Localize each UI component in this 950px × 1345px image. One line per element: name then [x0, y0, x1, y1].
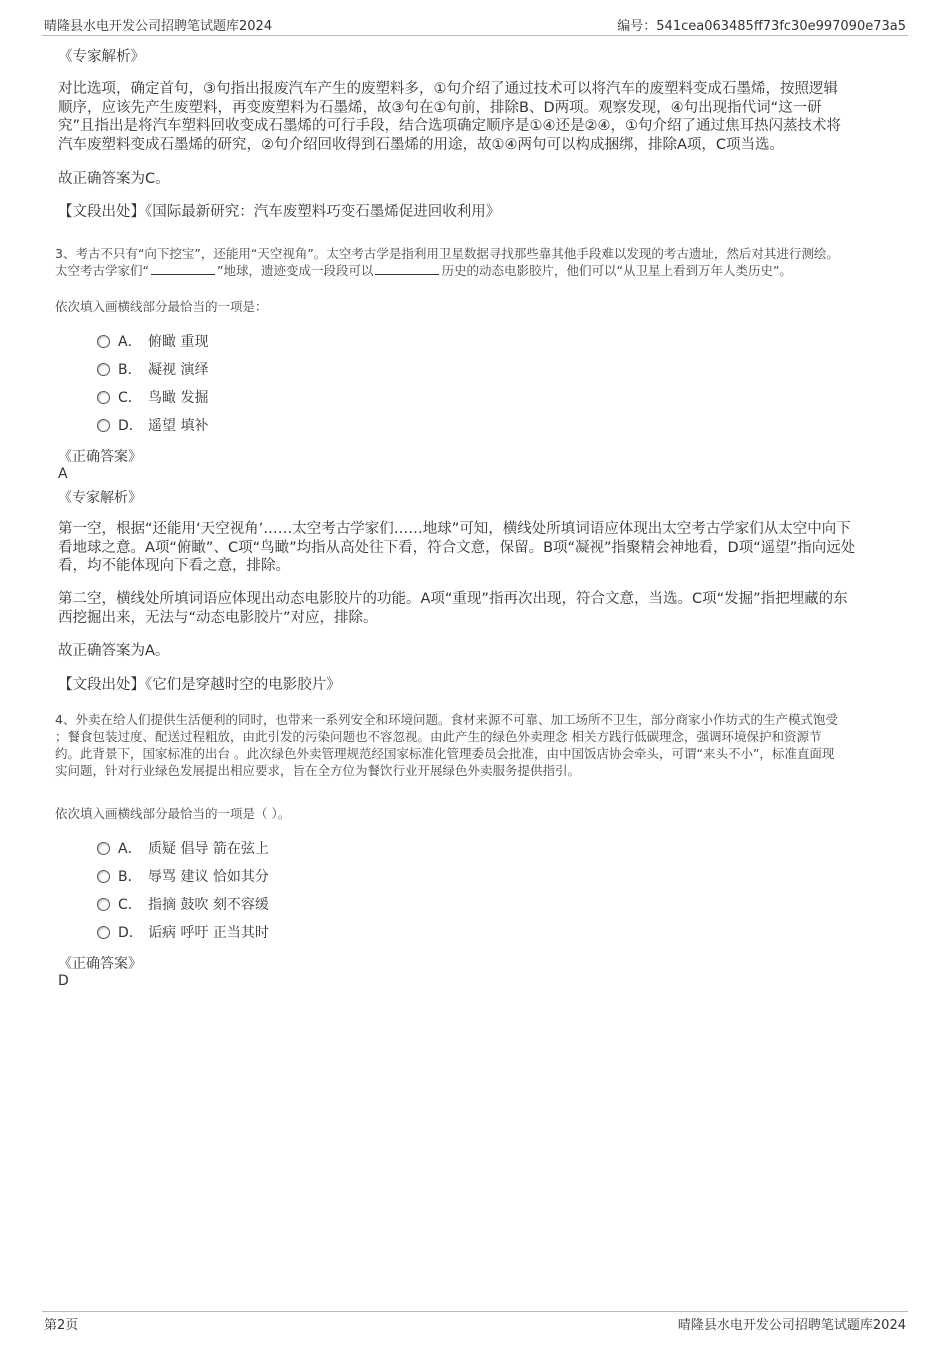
q3-stem-line: 太空考古学家们“ ”地球，遗迹变成一段段可以 历史的动态电影胶片，他们可以“从卫星上看到万年人类历史”。: [55, 263, 792, 278]
q3-option-d[interactable]: D． 遥望 填补: [97, 416, 208, 436]
radio-icon[interactable]: [97, 898, 110, 911]
q2-conclusion: 故正确答案为C。: [58, 171, 170, 187]
q3-instruction: 依次填入画横线部分最恰当的一项是：: [55, 299, 268, 314]
q4-option-c[interactable]: C． 指摘 鼓吹 刻不容缓: [97, 895, 269, 915]
q3-expert-label: 《专家解析》: [58, 490, 142, 506]
radio-icon[interactable]: [97, 926, 110, 939]
q4-instruction: 依次填入画横线部分最恰当的一项是（ ）。: [55, 806, 291, 821]
header-divider: [42, 35, 908, 36]
analysis-line: 看，均不能体现向下看之意，排除。: [58, 558, 290, 574]
header-title: 晴隆县水电开发公司招聘笔试题库2024: [44, 19, 273, 34]
q2-analysis-line: 对比选项，确定首句，③句指出报废汽车产生的废塑料多，①句介绍了通过技术可以将汽车的废塑料变成石墨烯，按照逻辑: [58, 81, 838, 97]
radio-icon[interactable]: [97, 363, 110, 376]
q4-stem-line: 4、外卖在给人们提供生活便利的同时，也带来一系列安全和环境问题。食材来源不可靠、加工场所不卫生，部分商家小作坊式的生产模式饱受: [55, 712, 838, 727]
q2-expert-label: 《专家解析》: [58, 49, 145, 65]
radio-icon[interactable]: [97, 391, 110, 404]
q2-source: 【文段出处】《国际最新研究：汽车废塑料巧变石墨烯促进回收利用》: [58, 204, 501, 220]
q4-stem-line: ；餐食包装过度、配送过程粗放，由此引发的污染问题也不容忽视。由此产生的绿色外卖理念 相关方践行低碳理念，强调环境保护和资源节: [55, 729, 822, 744]
q2-analysis-line: 顺序，应该先产生废塑料，再变废塑料为石墨烯，故③句在①句前，排除B、D两项。观察发现，④句出现指代词“这一研: [58, 99, 822, 116]
q2-analysis: [58, 80, 898, 154]
q4-stem: [55, 711, 915, 779]
q4-option-d[interactable]: D． 诟病 呼吁 正当其时: [97, 923, 269, 943]
analysis-line: 第一空，根据“还能用‘天空视角’……太空考古学家们……地球”可知，横线处所填词语应体现出太空考古学家们从太空中向下: [58, 521, 851, 537]
q3-answer-label: 《正确答案》: [58, 449, 142, 465]
q4-answer: D: [58, 973, 69, 989]
analysis-line: 看地球之意。A项“俯瞰”、C项“鸟瞰”均指从高处往下看，符合文意，保留。B项“凝视”指聚精会神地看，D项“遥望”指向远处: [58, 539, 856, 556]
q3-analysis-first: [58, 520, 898, 576]
q4-stem-line: 实问题，针对行业绿色发展提出相应要求，旨在全方位为餐饮行业开展绿色外卖服务提供指引。: [55, 763, 581, 778]
page-number: 第2页: [44, 1318, 79, 1333]
q3-option-b[interactable]: B． 凝视 演绎: [97, 360, 208, 380]
footer-divider: [42, 1311, 908, 1312]
q2-analysis-line: 究”且指出是将汽车塑料回收变成石墨烯的可行手段，结合选项确定顺序是①④还是②④，①句介绍了通过焦耳热闪蒸技术将: [58, 118, 842, 134]
blank-1: [151, 262, 215, 275]
q3-option-c[interactable]: C． 鸟瞰 发掘: [97, 388, 208, 408]
q3-conclusion: 故正确答案为A。: [58, 643, 170, 659]
radio-icon[interactable]: [97, 419, 110, 432]
analysis-line: 第二空，横线处所填词语应体现出动态电影胶片的功能。A项“重现”指再次出现，符合文意，当选。C项“发掘”指把埋藏的东: [58, 591, 848, 607]
analysis-line: 西挖掘出来，无法与“动态电影胶片”对应，排除。: [58, 609, 378, 626]
q2-analysis-line: 汽车废塑料变成石墨烯的研究，②句介绍回收得到石墨烯的用途，故①④两句可以构成捆绑，排除A项，C项当选。: [58, 136, 785, 153]
document-id: 编号：541cea063485ff73fc30e997090e73a5: [617, 19, 906, 34]
q3-answer: A: [58, 466, 68, 482]
q3-stem: [55, 245, 915, 279]
radio-icon[interactable]: [97, 842, 110, 855]
q4-option-a[interactable]: A． 质疑 倡导 箭在弦上: [97, 839, 269, 859]
blank-2: [375, 262, 439, 275]
q3-analysis-second: [58, 590, 898, 627]
q3-stem-line: 3、考古不只有“向下挖宝”，还能用“天空视角”。太空考古学是指利用卫星数据寻找那些靠其他手段难以发现的考古遗址，然后对其进行测绘。: [55, 246, 839, 261]
q3-option-a[interactable]: A． 俯瞰 重现: [97, 332, 208, 352]
radio-icon[interactable]: [97, 335, 110, 348]
radio-icon[interactable]: [97, 870, 110, 883]
footer-title: 晴隆县水电开发公司招聘笔试题库2024: [677, 1318, 906, 1333]
q4-option-b[interactable]: B． 辱骂 建议 恰如其分: [97, 867, 269, 887]
q3-source: 【文段出处】《它们是穿越时空的电影胶片》: [58, 677, 341, 693]
q4-answer-label: 《正确答案》: [58, 956, 142, 972]
q4-stem-line: 约。此背景下，国家标准的出台 。此次绿色外卖管理规范经国家标准化管理委员会批准，由中国饭店协会牵头，可谓“来头不小”，标准直面现: [55, 746, 835, 761]
